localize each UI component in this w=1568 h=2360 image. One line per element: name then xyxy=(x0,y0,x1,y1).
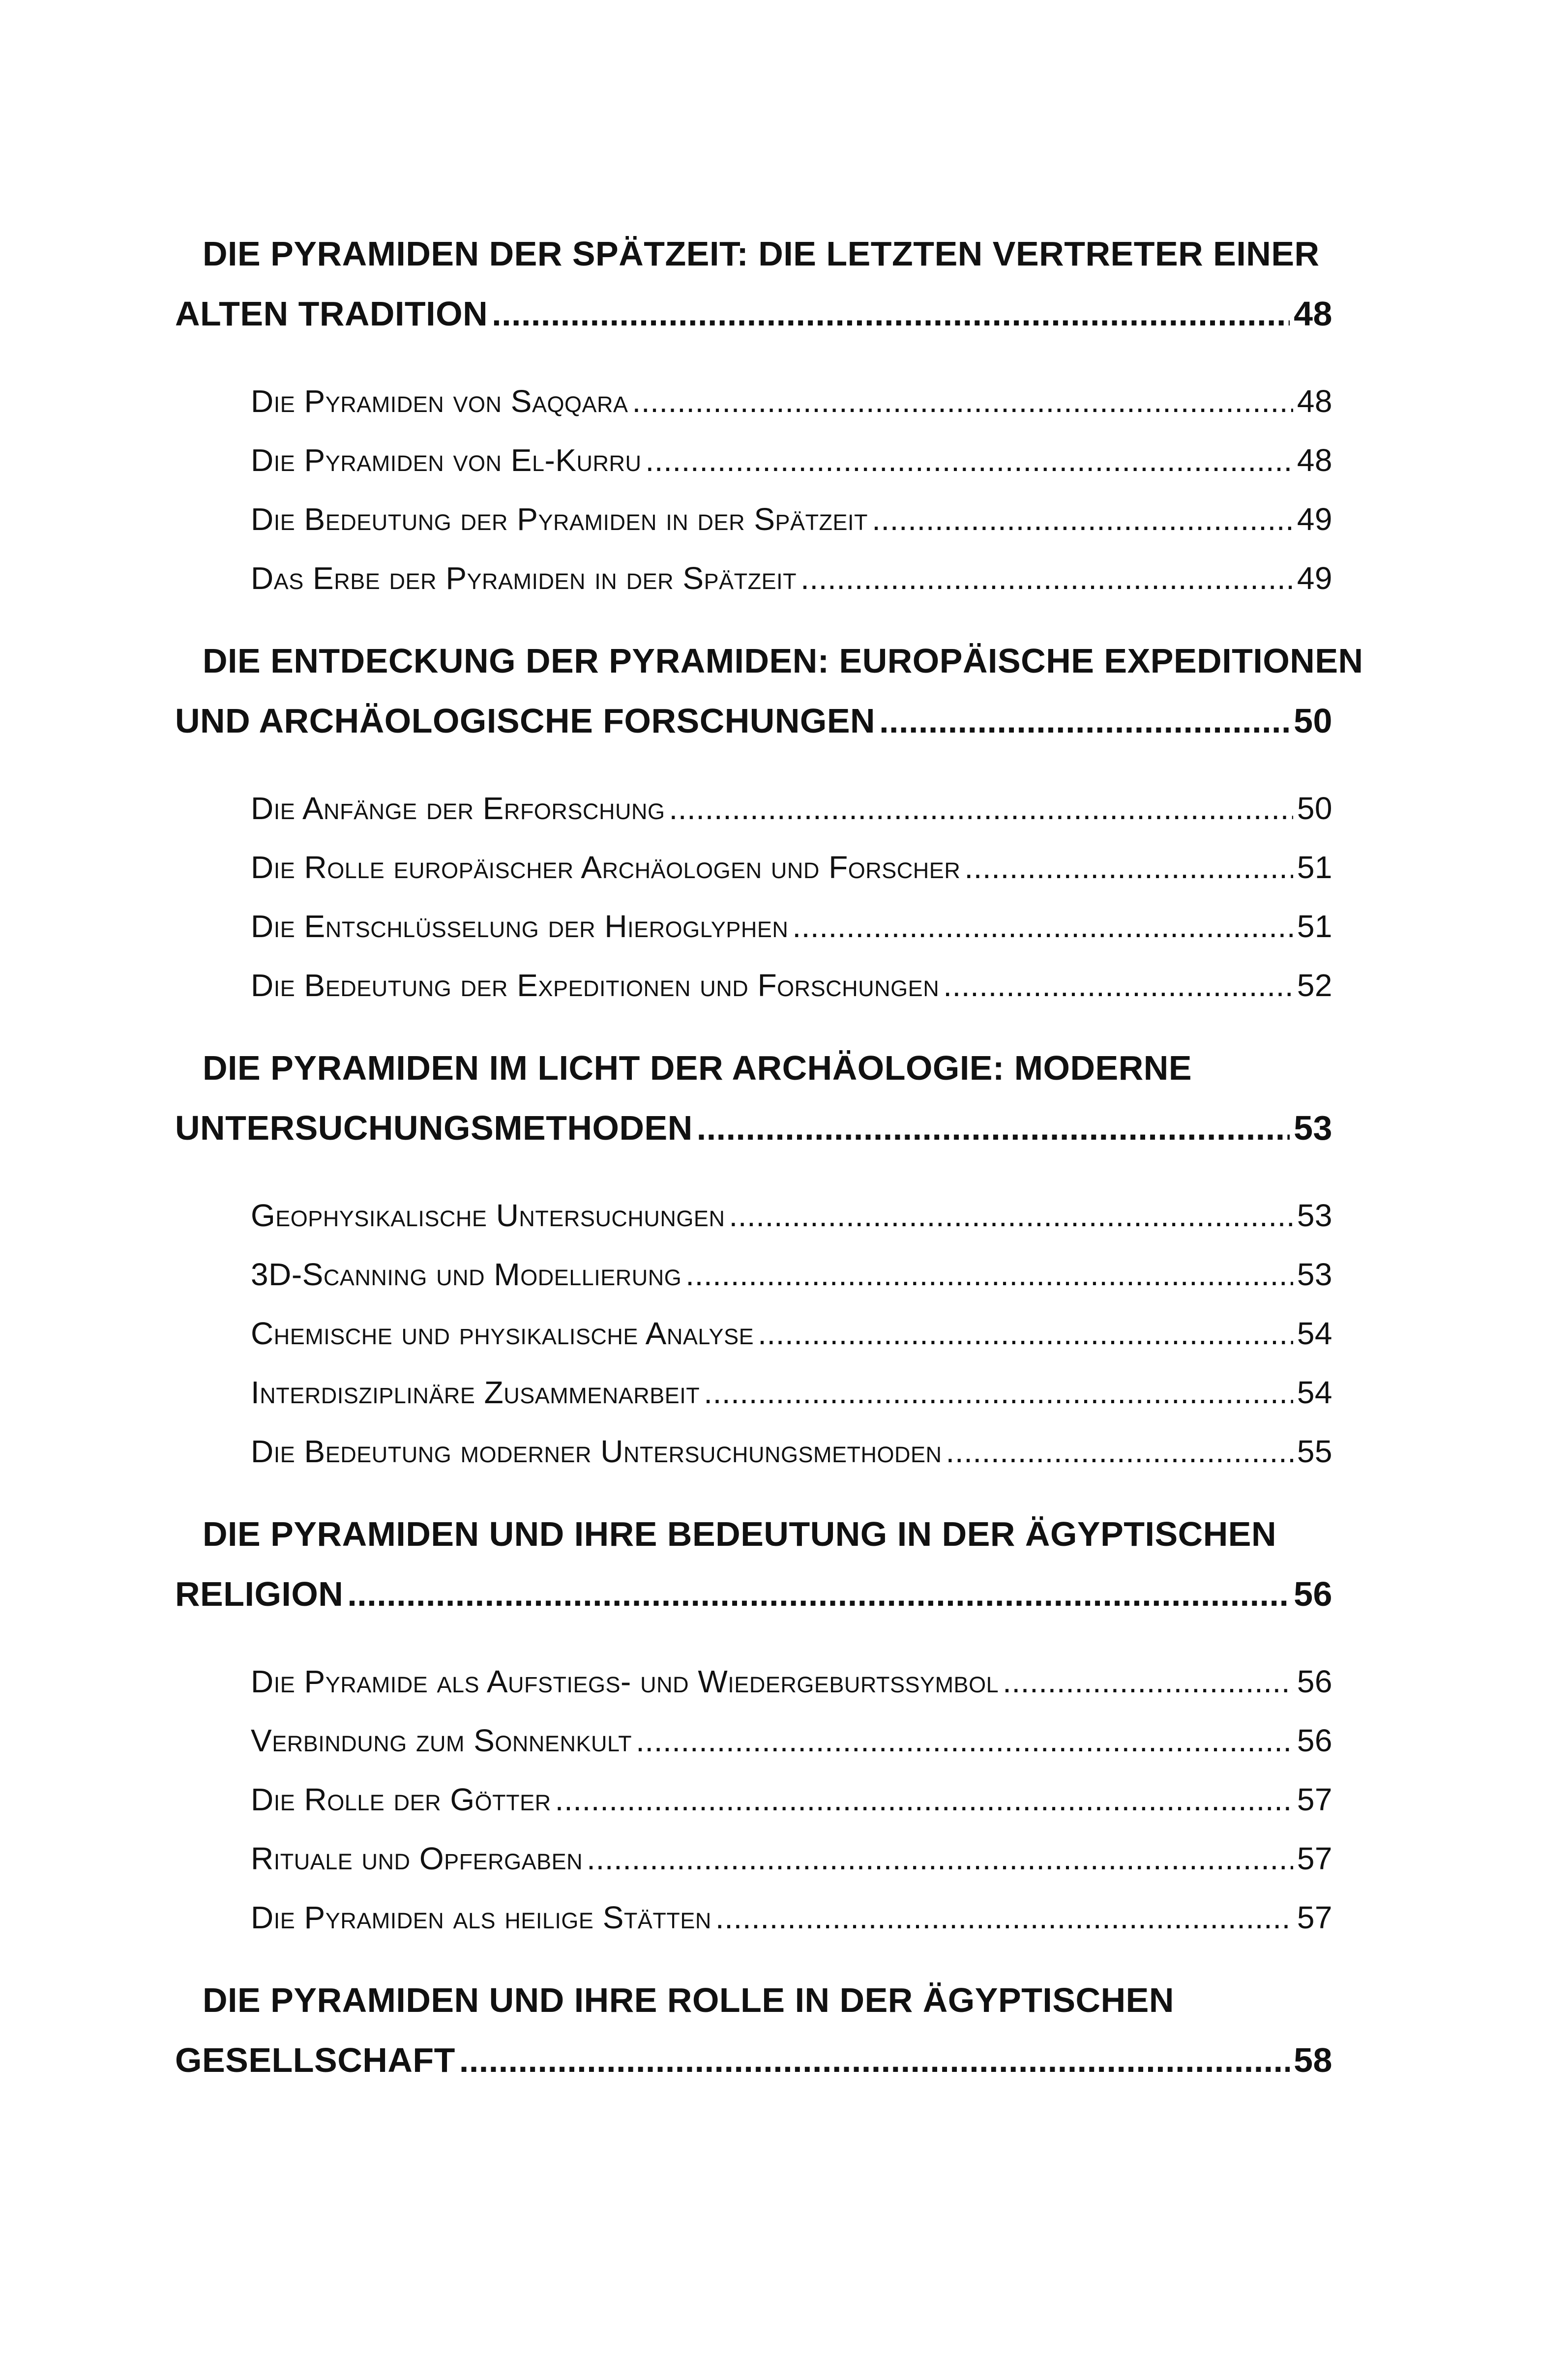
toc-entry[interactable] xyxy=(251,1898,1332,1937)
toc-entry[interactable] xyxy=(251,559,1332,598)
dot-leader xyxy=(715,1898,1293,1937)
dot-leader xyxy=(685,1255,1293,1294)
chapter-heading-entry[interactable] xyxy=(175,700,1332,741)
toc-entry-title: Interdisziplinäre Zusammenarbeit xyxy=(251,1375,700,1410)
page-number: 55 xyxy=(1297,1434,1332,1469)
toc-entry-title: Rituale und Opfergaben xyxy=(251,1841,583,1876)
page-number: 53 xyxy=(1297,1257,1332,1292)
page-number: 57 xyxy=(1297,1782,1332,1817)
dot-leader xyxy=(800,559,1293,598)
toc-entry-title: 3D-Scanning und Modellierung xyxy=(251,1257,682,1292)
toc-entry[interactable] xyxy=(251,382,1332,421)
toc-entry[interactable] xyxy=(251,500,1332,539)
chapter-heading-entry[interactable] xyxy=(175,1107,1332,1149)
toc-entry[interactable] xyxy=(251,1662,1332,1701)
toc-entry-title: Die Bedeutung moderner Untersuchungsmethoden xyxy=(251,1434,942,1469)
chapter-heading-entry[interactable] xyxy=(175,1573,1332,1615)
page-number: 56 xyxy=(1297,1664,1332,1699)
dot-leader xyxy=(492,293,1290,334)
page-number: 48 xyxy=(1297,384,1332,419)
toc-entry-title: Die Rolle der Götter xyxy=(251,1782,551,1817)
page-number: 57 xyxy=(1297,1841,1332,1876)
toc-entry[interactable] xyxy=(251,966,1332,1005)
toc-entry[interactable] xyxy=(251,1839,1332,1878)
dot-leader xyxy=(646,441,1293,480)
dot-leader xyxy=(555,1780,1293,1819)
toc-entry[interactable] xyxy=(251,848,1332,887)
dot-leader xyxy=(669,789,1293,828)
dot-leader xyxy=(758,1314,1293,1353)
page-number: 49 xyxy=(1297,502,1332,537)
page-number: 48 xyxy=(1297,442,1332,478)
page-number: 50 xyxy=(1294,702,1332,740)
toc-entry-title: Die Pyramiden als heilige Stätten xyxy=(251,1900,711,1935)
dot-leader xyxy=(729,1196,1293,1235)
dot-leader xyxy=(704,1373,1293,1412)
page-number: 51 xyxy=(1297,850,1332,885)
toc-entry[interactable] xyxy=(251,789,1332,828)
chapter-heading-line1: DIE PYRAMIDEN UND IHRE ROLLE IN DER ÄGYPTISCHEN xyxy=(203,1981,1174,2019)
chapter-heading-line1: DIE PYRAMIDEN IM LICHT DER ARCHÄOLOGIE: MODERNE xyxy=(203,1049,1192,1087)
chapter-heading-entry[interactable] xyxy=(175,2039,1332,2081)
toc-entry-title: Die Pyramiden von El-Kurru xyxy=(251,442,642,478)
page-number: 56 xyxy=(1294,1575,1332,1613)
page-number: 49 xyxy=(1297,560,1332,596)
dot-leader xyxy=(587,1839,1293,1878)
page-number: 48 xyxy=(1294,295,1332,333)
page-number: 50 xyxy=(1297,791,1332,826)
dot-leader xyxy=(946,1432,1293,1471)
dot-leader xyxy=(1003,1662,1293,1701)
toc-entry-title: Die Bedeutung der Expeditionen und Forschungen xyxy=(251,968,940,1003)
dot-leader xyxy=(964,848,1293,887)
toc-entry-title: Das Erbe der Pyramiden in der Spätzeit xyxy=(251,560,797,596)
chapter-heading-line1: DIE ENTDECKUNG DER PYRAMIDEN: EUROPÄISCHE EXPEDITIONEN xyxy=(203,642,1363,680)
page-number: 54 xyxy=(1297,1375,1332,1410)
toc-entry[interactable] xyxy=(251,1255,1332,1294)
dot-leader xyxy=(347,1573,1290,1615)
toc-entry[interactable] xyxy=(251,1432,1332,1471)
chapter-heading-line2: UND ARCHÄOLOGISCHE FORSCHUNGEN xyxy=(175,702,876,740)
toc-entry[interactable] xyxy=(251,1373,1332,1412)
toc-entry-title: Die Entschlüsselung der Hieroglyphen xyxy=(251,909,789,944)
toc-entry-title: Die Pyramide als Aufstiegs- und Wiedergeburtssymbol xyxy=(251,1664,999,1699)
toc-entry[interactable] xyxy=(251,1780,1332,1819)
toc-entry-title: Geophysikalische Untersuchungen xyxy=(251,1198,725,1233)
toc-entry[interactable] xyxy=(251,1721,1332,1760)
page-number: 54 xyxy=(1297,1316,1332,1351)
page-number: 52 xyxy=(1297,968,1332,1003)
dot-leader xyxy=(943,966,1293,1005)
dot-leader xyxy=(632,382,1293,421)
dot-leader xyxy=(879,700,1290,741)
toc-entry-title: Die Rolle europäischer Archäologen und Forscher xyxy=(251,850,961,885)
toc-entry-title: Chemische und physikalische Analyse xyxy=(251,1316,754,1351)
page-number: 56 xyxy=(1297,1723,1332,1758)
page-number: 58 xyxy=(1294,2041,1332,2079)
toc-entry-title: Die Anfänge der Erforschung xyxy=(251,791,665,826)
chapter-heading-line1: DIE PYRAMIDEN UND IHRE BEDEUTUNG IN DER ÄGYPTISCHEN xyxy=(203,1515,1277,1553)
dot-leader xyxy=(697,1107,1290,1149)
chapter-heading-line2: ALTEN TRADITION xyxy=(175,295,488,333)
page-number: 51 xyxy=(1297,909,1332,944)
dot-leader xyxy=(872,500,1293,539)
chapter-heading-line1: DIE PYRAMIDEN DER SPÄTZEIT: DIE LETZTEN VERTRETER EINER xyxy=(203,235,1320,273)
toc-entry[interactable] xyxy=(251,1314,1332,1353)
dot-leader xyxy=(459,2039,1290,2081)
toc-entry-title: Verbindung zum Sonnenkult xyxy=(251,1723,632,1758)
page-number: 57 xyxy=(1297,1900,1332,1935)
toc-entry[interactable] xyxy=(251,441,1332,480)
chapter-heading-line2: UNTERSUCHUNGSMETHODEN xyxy=(175,1109,693,1147)
dot-leader xyxy=(792,907,1293,946)
page-number: 53 xyxy=(1294,1109,1332,1147)
toc-entry[interactable] xyxy=(251,907,1332,946)
toc-entry-title: Die Bedeutung der Pyramiden in der Spätzeit xyxy=(251,502,868,537)
toc-entry-title: Die Pyramiden von Saqqara xyxy=(251,384,628,419)
page-number: 53 xyxy=(1297,1198,1332,1233)
chapter-heading-line2: GESELLSCHAFT xyxy=(175,2041,455,2079)
chapter-heading-line2: RELIGION xyxy=(175,1575,344,1613)
dot-leader xyxy=(636,1721,1293,1760)
chapter-heading-entry[interactable] xyxy=(175,293,1332,334)
toc-entry[interactable] xyxy=(251,1196,1332,1235)
